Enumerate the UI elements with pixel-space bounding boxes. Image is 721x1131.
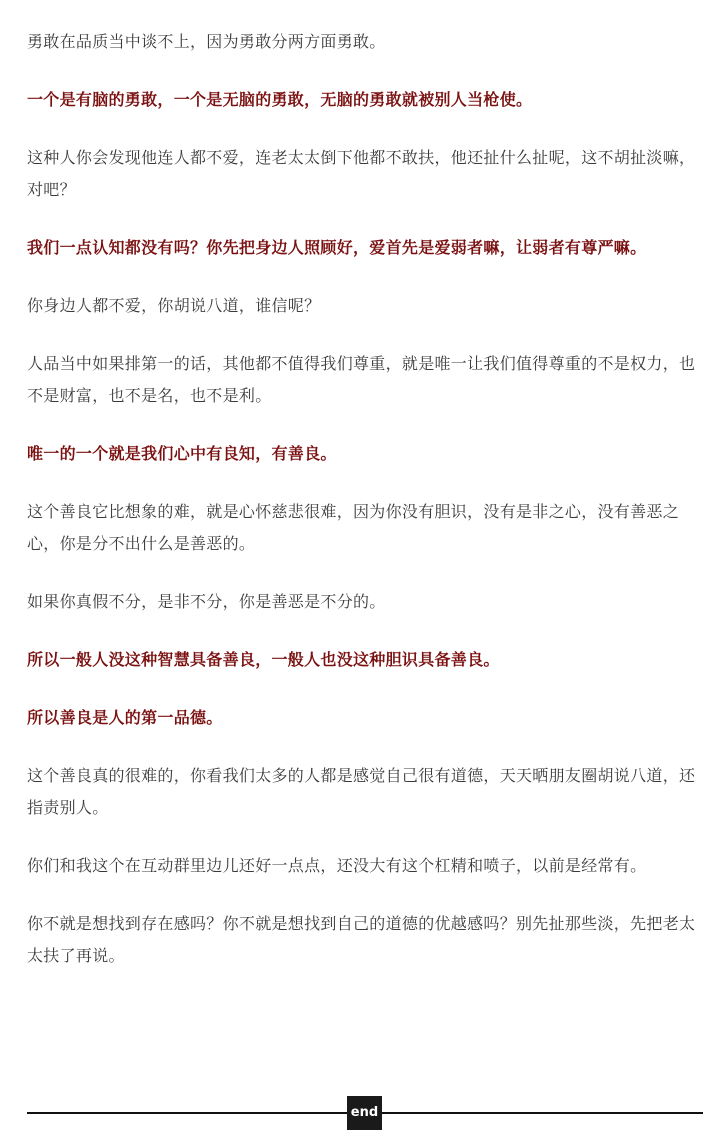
end-divider-line-left — [27, 1112, 347, 1114]
paragraph-1: 勇敢在品质当中谈不上，因为勇敢分两方面勇敢。 — [27, 32, 386, 51]
paragraph-13: 你们和我这个在互动群里边儿还好一点点，还没大有这个杠精和喷子，以前是经常有。 — [27, 856, 647, 875]
end-divider — [27, 1096, 703, 1130]
paragraph-5: 你身边人都不爱，你胡说八道，谁信呢？ — [27, 296, 321, 315]
end-divider-line-right — [382, 1112, 703, 1114]
paragraph-12: 这个善良真的很难的，你看我们太多的人都是感觉自己很有道德，天天晒朋友圈胡说八道，还指责别人。 — [27, 766, 696, 817]
paragraph-3: 这种人你会发现他连人都不爱，连老太太倒下他都不敢扶，他还扯什么扯呢，这不胡扯淡嘛，对吧？ — [27, 148, 696, 199]
paragraph-9: 如果你真假不分，是非不分，你是善恶是不分的。 — [27, 592, 386, 611]
paragraph-11-emphasis: 所以善良是人的第一品德。 — [27, 708, 223, 727]
end-badge: end — [347, 1096, 382, 1130]
paragraph-2-emphasis: 一个是有脑的勇敢，一个是无脑的勇敢，无脑的勇敢就被别人当枪使。 — [27, 90, 533, 109]
paragraph-7-emphasis: 唯一的一个就是我们心中有良知，有善良。 — [27, 444, 337, 463]
paragraph-6: 人品当中如果排第一的话，其他都不值得我们尊重，就是唯一让我们值得尊重的不是权力，也不是财富，也不是名，也不是利。 — [27, 354, 696, 405]
paragraph-8: 这个善良它比想象的难，就是心怀慈悲很难，因为你没有胆识，没有是非之心，没有善恶之心，你是分不出什么是善恶的。 — [27, 502, 680, 553]
paragraph-10-emphasis: 所以一般人没这种智慧具备善良，一般人也没这种胆识具备善良。 — [27, 650, 500, 669]
paragraph-14: 你不就是想找到存在感吗？你不就是想找到自己的道德的优越感吗？别先扯那些淡，先把老太太扶了再说。 — [27, 914, 696, 965]
article-body — [27, 26, 707, 972]
paragraph-4-emphasis: 我们一点认知都没有吗？你先把身边人照顾好，爱首先是爱弱者嘛，让弱者有尊严嘛。 — [27, 238, 647, 257]
